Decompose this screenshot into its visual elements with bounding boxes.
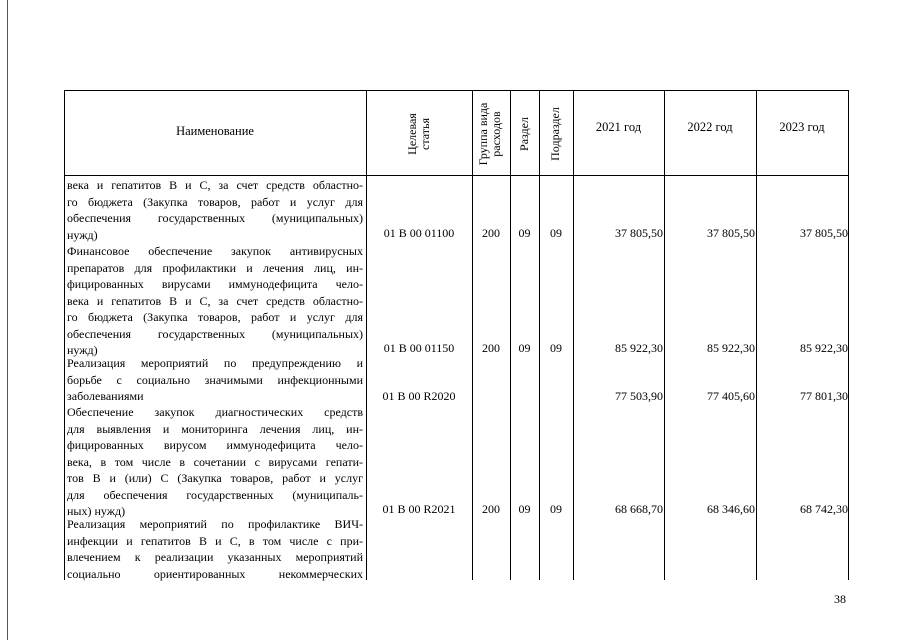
row-group: 200	[482, 226, 500, 240]
row-subsection: 09	[550, 502, 562, 516]
row-text-line: нужд)	[67, 343, 98, 357]
row-code: 01 В 00 01100	[383, 226, 455, 240]
row-text-line: века и гепатитов В и С, за счет средств областно-	[67, 178, 363, 192]
row-text-line: Реализация мероприятий по предупреждению и	[67, 356, 363, 370]
row-section: 09	[518, 341, 531, 355]
row-2021: 85 922,30	[615, 341, 663, 355]
row-text-line: фицированных вирусами иммунодефицита чело-	[67, 277, 363, 291]
table-row	[67, 355, 363, 405]
row-2022: 85 922,30	[707, 341, 755, 355]
row-section: 09	[518, 502, 531, 516]
row-text-line: нужд)	[67, 227, 98, 242]
row-text-line: тов В и (или) С (Закупка товаров, работ и услуг	[67, 471, 363, 485]
row-text-line: борьбе с социально значимыми инфекционными	[67, 372, 363, 387]
col-border-8	[848, 90, 849, 580]
row-text-line: препаратов для профилактики и лечения лиц, ин-	[67, 260, 363, 275]
row-text-line: века, в том числе в сочетании с вирусами гепати-	[67, 454, 363, 469]
row-2021: 68 668,70	[615, 502, 663, 516]
row-text-line: заболеваниями	[67, 389, 144, 403]
row-text-line: века и гепатитов В и С, за счет средств областно-	[67, 293, 363, 308]
header-2022: 2022 год	[687, 120, 733, 134]
table-row	[67, 243, 363, 359]
row-subsection: 09	[550, 226, 562, 240]
row-text-line: для выявления и мониторинга лечения лиц, ин-	[67, 421, 363, 436]
row-text-line: обеспечения государственных (муниципальных)	[67, 326, 363, 341]
row-2023: 77 801,30	[800, 389, 848, 403]
row-text-line: Обеспечение закупок диагностических средств	[67, 405, 363, 419]
header-subsection: Подраздел	[548, 107, 562, 161]
header-2023: 2023 год	[779, 120, 825, 134]
header-expense-group: Группа вида расходов	[476, 102, 503, 166]
row-text-line: фицированных вирусом иммунодефицита чело-	[67, 438, 363, 452]
row-code: 01 В 00 R2021	[382, 502, 456, 516]
row-code: 01 В 00 01150	[383, 341, 455, 355]
table-row	[67, 177, 363, 243]
row-text-line: инфекции и гепатитов В и С, в том числе с при-	[67, 533, 363, 548]
row-text-line: влечением к реализации указанных мероприятий	[67, 550, 363, 564]
row-section: 09	[518, 226, 531, 240]
row-text-line: Финансовое обеспечение закупок антивирусных	[67, 244, 363, 258]
page-number: 38	[834, 592, 846, 606]
table-row	[67, 404, 363, 520]
header-name: Наименование	[176, 124, 254, 138]
row-2022: 37 805,50	[707, 226, 755, 240]
row-text-line: социально ориентированных некоммерческих	[67, 566, 363, 581]
row-subsection: 09	[550, 341, 562, 355]
row-2023: 68 742,30	[800, 502, 848, 516]
header-section: Раздел	[517, 117, 531, 151]
row-group: 200	[482, 341, 500, 355]
header-2021: 2021 год	[595, 120, 642, 134]
row-2021: 37 805,50	[615, 226, 663, 240]
table-top-border	[64, 90, 849, 91]
row-text-line: для обеспечения государственных (муниципаль-	[67, 487, 363, 502]
row-text-line: ных) нужд)	[67, 504, 126, 518]
row-2023: 85 922,30	[800, 341, 848, 355]
row-2023: 37 805,50	[800, 226, 848, 240]
header-bottom-border	[64, 175, 849, 176]
row-2022: 77 405,60	[707, 389, 755, 403]
col-border-0	[64, 90, 65, 580]
table-row	[67, 516, 363, 582]
row-text-line: обеспечения государственных (муниципальных)	[67, 211, 363, 225]
row-2022: 68 346,60	[707, 502, 755, 516]
row-text-line: Реализация мероприятий по профилактике ВИЧ-	[67, 517, 363, 531]
row-code: 01 В 00 R2020	[382, 389, 456, 403]
scan-margin-line	[7, 0, 8, 640]
row-group: 200	[482, 502, 500, 516]
row-text-line: го бюджета (Закупка товаров, работ и услуг для	[67, 194, 363, 209]
header-target-article: Целевая статья	[405, 113, 432, 155]
row-2021: 77 503,90	[615, 389, 663, 403]
row-text-line: го бюджета (Закупка товаров, работ и услуг для	[67, 310, 363, 324]
